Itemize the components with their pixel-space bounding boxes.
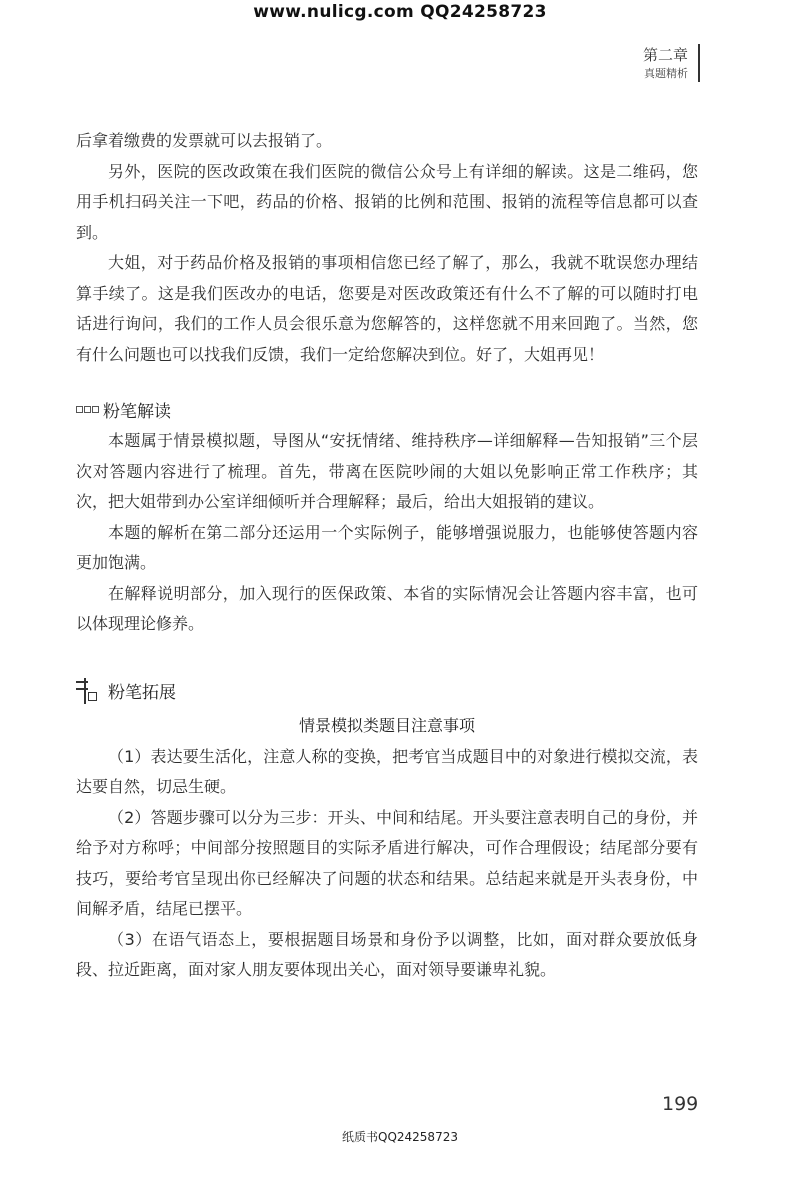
page-number: 199 [662, 1093, 699, 1115]
paragraph: （3）在语气语态上，要根据题目场景和身份予以调整，比如，面对群众要放低身段、拉近距离，面对家人朋友要体现出关心，面对领导要谦卑礼貌。 [76, 929, 698, 979]
paragraph: 另外，医院的医改政策在我们医院的微信公众号上有详细的解读。这是二维码，您用手机扫码关注一下吧，药品的价格、报销的比例和范围、报销的流程等信息都可以查到。 [76, 161, 698, 242]
book-icon [76, 406, 99, 413]
chapter-header [643, 44, 700, 82]
paragraph: 本题的解析在第二部分还运用一个实际例子，能够增强说服力，也能够使答题内容更加饱满。 [76, 522, 698, 572]
chapter-title: 第二章 [642, 46, 688, 64]
bottom-watermark: 纸质书QQ24258723 [342, 1130, 458, 1144]
paragraph: （1）表达要生活化，注意人称的变换，把考官当成题目中的对象进行模拟交流，表达要自然，切忌生硬。 [76, 746, 698, 796]
extension-icon [76, 678, 98, 704]
paragraph: 本题属于情景模拟题，导图从“安抚情绪、维持秩序—详细解释—告知报销”三个层次对答题内容进行了梳理。首先，带离在医院吵闹的大姐以免影响正常工作秩序；其次，把大姐带到办公室详细倾听并合理解释；最后，给出大姐报销的建议。 [76, 431, 698, 511]
paragraph-continuation: 后拿着缴费的发票就可以去报销了。 [76, 131, 333, 150]
paragraph: 在解释说明部分，加入现行的医保政策、本省的实际情况会让答题内容丰富，也可以体现理论修养。 [76, 583, 698, 633]
section-heading-ext [76, 674, 698, 708]
top-watermark: www.nulicg.com QQ24258723 [253, 2, 547, 22]
page-content [76, 126, 698, 986]
section-subtitle: 情景模拟类题目注意事项 [298, 715, 475, 735]
section-heading-text: 粉笔解读 [103, 401, 171, 422]
paragraph: 大姐，对于药品价格及报销的事项相信您已经了解了，那么，我就不耽误您办理结算手续了。这是我们医改办的电话，您要是对医改政策还有什么不了解的可以随时打电话进行询问，我们的工作人员会很乐意为您解答的，这样您就不用来回跑了。当然，您有什么问题也可以找我们反馈，我们一定给您解决到位。好了，大姐再见！ [76, 253, 698, 364]
section-heading-read [76, 392, 698, 426]
chapter-subtitle: 真题精析 [644, 67, 688, 80]
paragraph: （2）答题步骤可以分为三步：开头、中间和结尾。开头要注意表明自己的身份，并给予对方称呼；中间部分按照题目的实际矛盾进行解决，可作合理假设；结尾部分要有技巧，要给考官呈现出你已经解决了问题的状态和结果。总结起来就是开头表身份，中间解矛盾，结尾已摆平。 [76, 807, 698, 918]
section-heading-text: 粉笔拓展 [108, 683, 176, 703]
